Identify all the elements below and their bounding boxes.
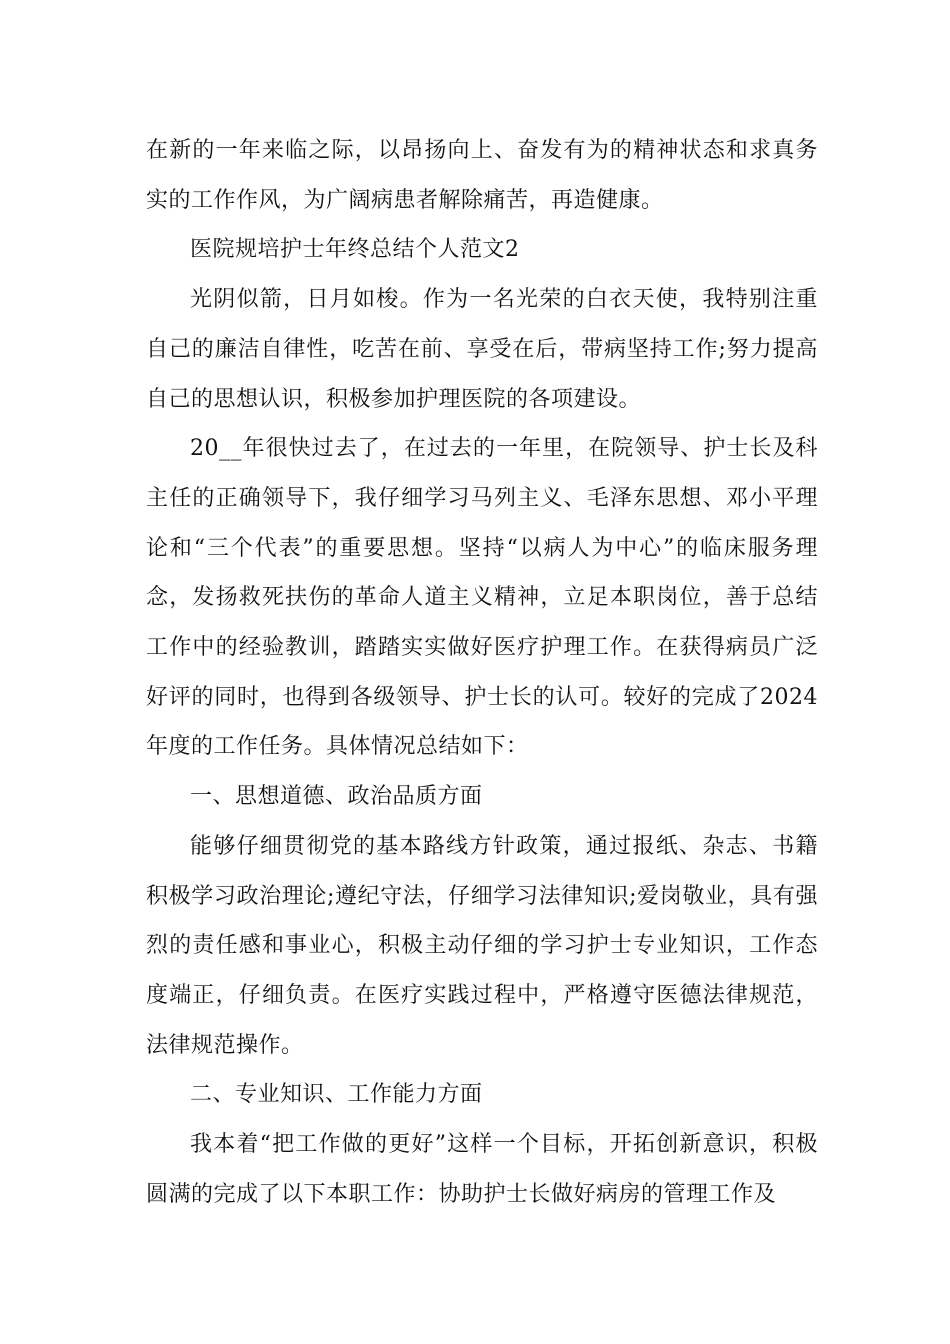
heading-ideology: 一、思想道德、政治品质方面	[190, 784, 483, 810]
paragraph-continuation: 在新的一年来临之际，以昂扬向上、奋发有为的精神状态和求真务实的工作作风，为广阔病患者解除痛苦，再造健康。	[146, 138, 818, 213]
paragraph-skills: 我本着“把工作做的更好”这样一个目标，开拓创新意识，积极圆满的完成了以下本职工作：协助护士长做好病房的管理工作及	[146, 1132, 818, 1207]
paragraph-summary: 20__年很快过去了，在过去的一年里，在院领导、护士长及科主任的正确领导下，我仔细学习马列主义、毛泽东思想、邓小平理论和“三个代表”的重要思想。坚持“以病人为中心”的临床服务理念，发扬救死扶伤的革命人道主义精神，立足本职岗位，善于总结工作中的经验教训，踏踏实实做好医疗护理工作。在获得病员广泛好评的同时，也得到各级领导、护士长的认可。较好的完成了2024年度的工作任务。具体情况总结如下：	[146, 436, 818, 760]
paragraph-intro: 光阴似箭，日月如梭。作为一名光荣的白衣天使，我特别注重自己的廉洁自律性，吃苦在前、享受在后，带病坚持工作;努力提高自己的思想认识，积极参加护理医院的各项建设。	[146, 287, 818, 412]
paragraph-ideology: 能够仔细贯彻党的基本路线方针政策，通过报纸、杂志、书籍积极学习政治理论;遵纪守法，仔细学习法律知识;爱岗敬业，具有强烈的责任感和事业心，积极主动仔细的学习护士专业知识，工作态度端正，仔细负责。在医疗实践过程中，严格遵守医德法律规范，法律规范操作。	[146, 833, 818, 1058]
heading-skills: 二、专业知识、工作能力方面	[190, 1082, 483, 1108]
section-title: 医院规培护士年终总结个人范文2	[190, 237, 520, 263]
document-body	[146, 126, 818, 1219]
